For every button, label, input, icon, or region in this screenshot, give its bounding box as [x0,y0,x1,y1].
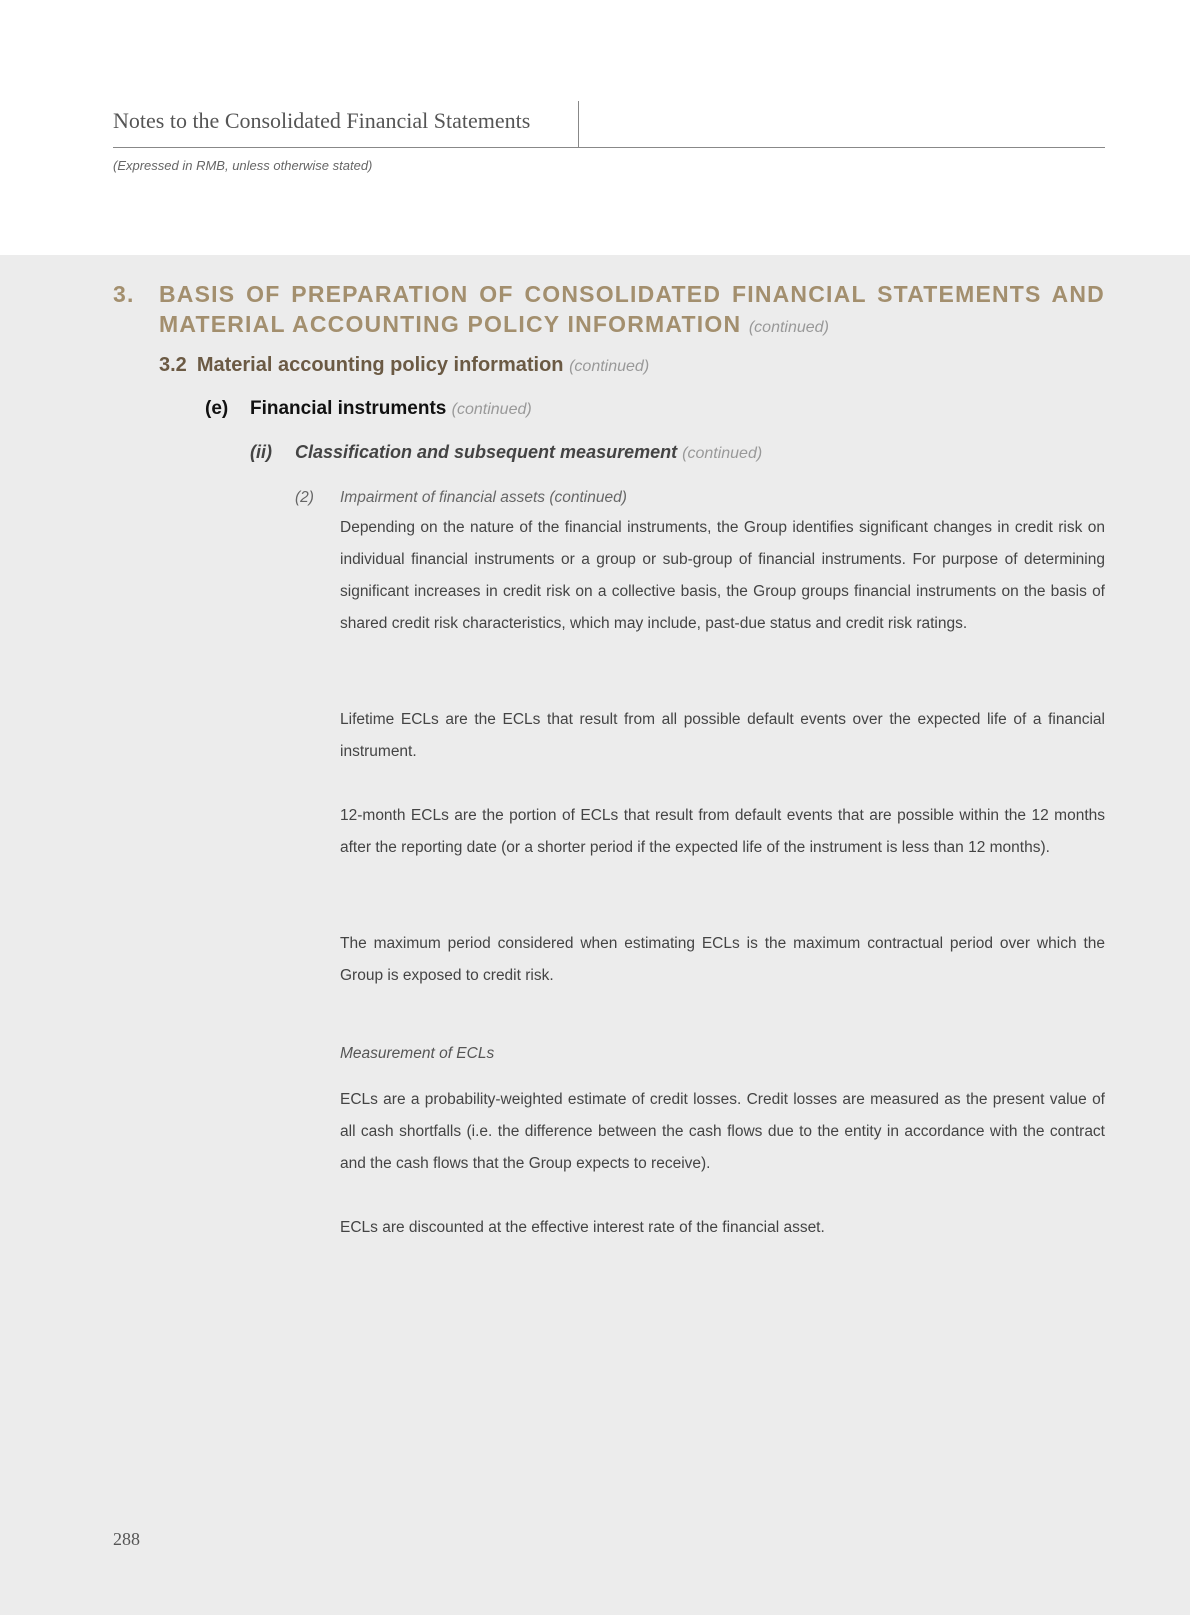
subitem-heading [250,442,762,463]
section-title: BASIS OF PREPARATION OF CONSOLIDATED FINANCIAL STATEMENTS AND MATERIAL ACCOUNTING POLICY INFORMATION [159,281,1105,337]
running-title: Notes to the Consolidated Financial Statements [113,108,531,133]
page-number: 288 [113,1529,140,1549]
item-continued: (continued) [451,401,532,418]
section-heading [113,279,1105,343]
paragraph: Lifetime ECLs are the ECLs that result from all possible default events over the expected life of a financial instrument. [340,711,1105,760]
header-divider [113,147,1105,148]
item-heading [205,398,532,420]
paragraph: ECLs are discounted at the effective interest rate of the financial asset. [340,1219,825,1236]
paragraph: Depending on the nature of the financial instruments, the Group identifies significant changes in credit risk on individual financial instruments or a group or sub-group of financial instruments. For purpose of determining significant increases in credit risk on a collective basis, the Group groups financial instruments on the basis of shared credit risk characteristics, which may include, past-due status and credit risk ratings. [340,519,1105,632]
point-number: (2) [295,489,314,506]
currency-note: (Expressed in RMB, unless otherwise stated) [113,158,373,173]
subsection-heading [159,354,649,377]
section-continued: (continued) [748,319,829,336]
paragraph: 12-month ECLs are the portion of ECLs that result from default events that are possible within the 12 months after the reporting date (or a shorter period if the expected life of the instrument is less than 12 months). [340,807,1105,856]
paragraph: The maximum period considered when estimating ECLs is the maximum contractual period over which the Group is exposed to credit risk. [340,935,1105,984]
subitem-title: Classification and subsequent measurement [295,442,678,462]
subsection-continued: (continued) [569,358,650,375]
subsection-number: 3.2 [159,354,187,376]
subitem-continued: (continued) [682,445,763,462]
point-title: Impairment of financial assets (continued) [340,489,627,506]
header-divider-vertical [578,101,579,147]
item-title: Financial instruments [250,398,447,419]
measurement-heading: Measurement of ECLs [340,1045,495,1062]
point-heading [295,489,627,507]
item-number: (e) [205,398,229,419]
section-number: 3. [113,281,135,307]
page-header [0,0,1190,255]
subsection-title: Material accounting policy information [196,354,564,376]
page-content [0,255,1190,1615]
paragraph: ECLs are a probability-weighted estimate of credit losses. Credit losses are measured as the present value of all cash shortfalls (i.e. the difference between the cash flows due to the entity in accordance with the contract and the cash flows that the Group expects to receive). [340,1091,1105,1172]
subitem-number: (ii) [250,442,272,462]
